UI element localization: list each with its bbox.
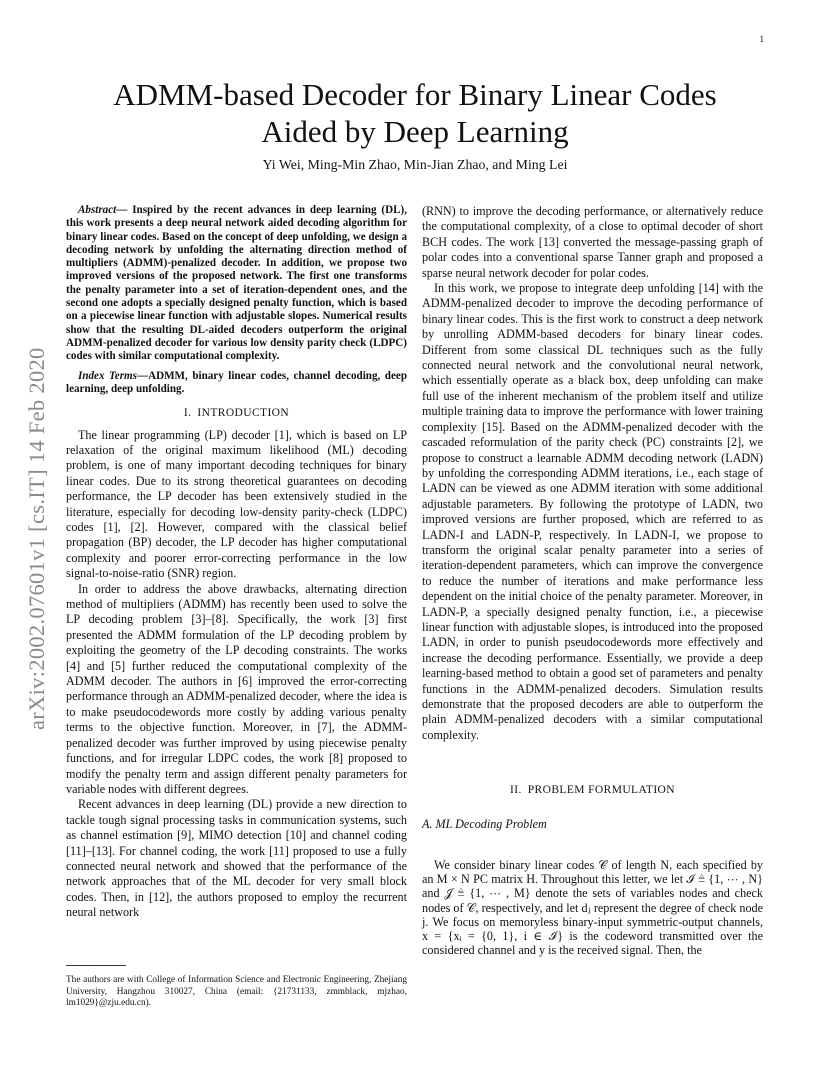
footnote-rule — [66, 965, 126, 966]
intro-paragraph: Recent advances in deep learning (DL) provide a new direction to tackle tough signal processing tasks in communication systems, such as channel estimation [9], MIMO detection [10] and channel coding [11]–[13]. For channel coding, the work [11] proposed to use a fully connected neural network and showed that the performance of the network approaches that of the ML decoder for very small block codes. Then, in [12], the authors proposed to employ the recurrent neural network — [66, 797, 407, 920]
spacer — [422, 832, 763, 858]
spacer — [422, 805, 763, 817]
title-line-2: Aided by Deep Learning — [261, 114, 569, 149]
intro-paragraph: In order to address the above drawbacks, alternating direction method of multipliers (ADMM) has recently been used to solve the LP decoding problem [3]–[8]. Specifically, the work [3] first presented the ADMM formulation of the LP decoding problem by exploiting the geometry of the LP decoding constraints. The works [4] and [5] further reduced the computational complexity of the ADMM decoder. The authors in [6] improved the error-correcting performance through an ADMM-penalized decoder, where the idea is to make pseudocodewords more costly by adding various penalty terms to the objective function. Moreover, in [7], the ADMM-penalized decoder was further improved by using piecewise penalty functions, and for irregular LDPC codes, the work [8] proposed to modify the penalty term and assign different penalty parameters for variable nodes with different degrees. — [66, 581, 407, 796]
section-number: I. — [183, 407, 192, 420]
section-heading-problem-formulation — [422, 783, 763, 798]
left-column — [66, 204, 407, 921]
intro-paragraph: The linear programming (LP) decoder [1], which is based on LP relaxation of the original maximum likelihood (ML) decoding problem, is one of many important decoding techniques for binary linear codes. Due to its strong theoretical guarantees on decoding performance, the LP decoder has been extensively studied in the literature, especially for decoding low-density parity-check (LDPC) codes [1], [2]. However, compared with the classical belief propagation (BP) decoder, the LP decoder has higher computational complexity and poorer error-correcting performance in the low signal-to-noise-ratio (SNR) region. — [66, 427, 407, 581]
right-column — [422, 204, 763, 957]
index-terms — [66, 370, 407, 397]
spacer — [422, 743, 763, 773]
section-title: PROBLEM FORMULATION — [527, 784, 675, 797]
abstract — [66, 204, 407, 364]
abstract-text: — Inspired by the recent advances in deep learning (DL), this work presents a deep neural network aided decoding algorithm for binary linear codes. Based on the concept of deep unfolding, we design a decoding network by unfolding the alternating direction method of multipliers (ADMM)-penalized decoder. In addition, we propose two improved versions of the proposed network. The first one transforms the penalty parameter into a set of iteration-dependent ones, and the second one adopts a specially designed penalty function, which is based on a piecewise linear function with adjustable slopes. Numerical results show that the resulting DL-aided decoders outperform the original ADMM-penalized decoder for various low density parity check (LDPC) codes with similar computational complexity. — [66, 204, 407, 363]
body-paragraph: In this work, we propose to integrate deep unfolding [14] with the ADMM-penalized decoder to improve the decoding performance of binary linear codes. This is the first work to construct a deep network by unrolling ADMM-based decoders for binary linear codes. Different from some classical DL techniques such as the fully connected neural network and the convolutional neural network, which essentially operate as a black box, deep unfolding can make full use of the inherent mechanism of the problem itself and utilize multiple training data to improve the performance with lower training complexity [15]. Based on the ADMM-penalized decoder with the cascaded reformulation of the parity check (PC) constraints [2], we propose to construct a learnable ADMM decoding network (LADN) by unfolding the corresponding ADMM iterations, i.e., each stage of LADN can be viewed as one ADMM iteration with some additional adjustable parameters. By following the prototype of LADN, two improved versions are further proposed, which are referred to as LADN-I and LADN-P, respectively. In LADN-I, we propose to transform the original scalar penalty parameter into a series of iteration-dependent parameters, which can improve the convergence to reduce the number of iterations and make performance less dependent on the initial choice of the penalty parameter. Moreover, in LADN-P, a specially designed penalty function, i.e., a piecewise linear function with adjustable slopes, is introduced into the proposed LADN, in order to punish pseudocodewords more effectively and increase the decoding performance. Essentially, we provide a deep learning-based method to obtain a good set of parameters and penalty functions in the ADMM-penalized decoders. Simulation results demonstrate that the proposed decoders are able to outperform the plain ADMM-penalized decoders with a similar computational complexity. — [422, 281, 763, 742]
index-terms-label: Index Terms — [78, 369, 137, 382]
subsection-heading: A. ML Decoding Problem — [422, 816, 547, 831]
title-line-1: ADMM-based Decoder for Binary Linear Codes — [113, 77, 717, 112]
author-footnote: The authors are with College of Information Science and Electronic Engineering, Zhejiang University, Hangzhou 310027, China (email: {21731133, zmmblack, mjzhao, lm1029}@zju.edu.cn). — [66, 975, 407, 1009]
body-paragraph: We consider binary linear codes 𝒞 of length N, each specified by an M × N PC matrix H. Throughout this letter, we let ℐ ≜ {1, ⋯ , N} and 𝒥 ≜ {1, ⋯ , M} denote the sets of variables nodes and check nodes of 𝒞, respectively, and let dⱼ represent the degree of check node j. We focus on memoryless binary-input symmetric-output channels, x = {xᵢ = {0, 1}, i ∈ ℐ} is the codeword transmitted over the considered channel and y is the received signal. Then, the — [422, 858, 763, 958]
page-number: 1 — [759, 34, 764, 44]
body-paragraph: (RNN) to improve the decoding performance, or alternatively reduce the computational complexity, of a close to optimal decoder of short BCH codes. The work [13] converted the message-passing graph of polar codes into a conventional sparse Tanner graph and proposed a sparse neural network decoder for polar codes. — [422, 204, 763, 280]
section-title: INTRODUCTION — [197, 407, 290, 420]
arxiv-stamp: arXiv:2002.07601v1 [cs.IT] 14 Feb 2020 — [24, 347, 49, 730]
index-terms-text: —ADMM, binary linear codes, channel decoding, deep learning, deep unfolding. — [66, 369, 407, 395]
section-number: II. — [510, 784, 522, 797]
abstract-label: Abstract — [78, 204, 117, 216]
author-list: Yi Wei, Ming-Min Zhao, Min-Jian Zhao, and Ming Lei — [262, 157, 568, 172]
section-heading-introduction — [66, 406, 407, 421]
paper-title — [70, 76, 760, 150]
